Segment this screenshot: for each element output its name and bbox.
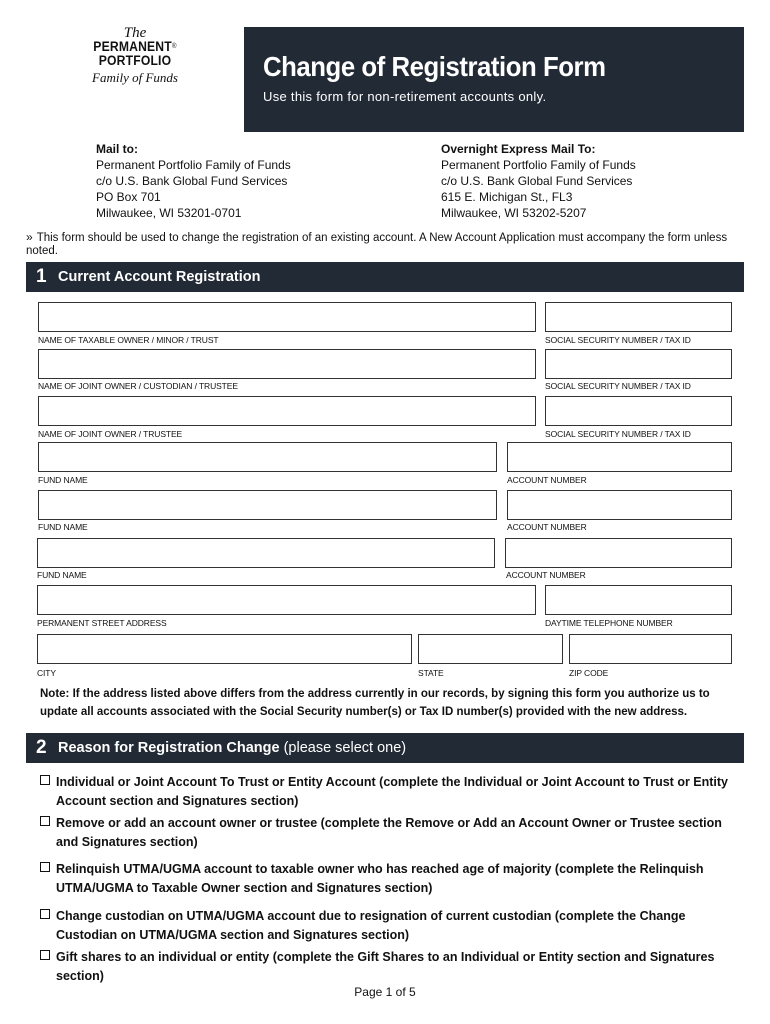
- mail-to-address: [96, 141, 291, 221]
- checkbox[interactable]: [40, 950, 50, 960]
- mail-line: Permanent Portfolio Family of Funds: [96, 158, 291, 172]
- overnight-line: Milwaukee, WI 53202-5207: [441, 206, 587, 220]
- page-number: Page 1 of 5: [354, 985, 416, 999]
- option-text: Remove or add an account owner or trustee (complete the Remove or Add an Account Owner or Trustee section: [56, 816, 722, 830]
- fund-name-label-3: FUND NAME: [37, 570, 87, 580]
- ssn-input-2[interactable]: [545, 349, 732, 379]
- joint-owner-custodian-input[interactable]: [38, 349, 536, 379]
- joint-owner-trustee-input[interactable]: [38, 396, 536, 426]
- reason-option: [40, 948, 740, 986]
- account-number-input-3[interactable]: [505, 538, 732, 568]
- joint-owner-custodian-label: NAME OF JOINT OWNER / CUSTODIAN / TRUSTEE: [38, 381, 238, 391]
- mail-line: Milwaukee, WI 53201-0701: [96, 206, 242, 220]
- state-input[interactable]: [418, 634, 563, 664]
- owner-name-label: NAME OF TAXABLE OWNER / MINOR / TRUST: [38, 335, 219, 345]
- fund-name-label-1: FUND NAME: [38, 475, 88, 485]
- option-text: Gift shares to an individual or entity (complete the Gift Shares to an Individual or Entity section and Signatures: [56, 950, 715, 964]
- option-text: section): [56, 969, 104, 983]
- checkbox[interactable]: [40, 816, 50, 826]
- option-text: Relinquish UTMA/UGMA account to taxable owner who has reached age of majority (complete the Relinquish: [56, 862, 704, 876]
- chevron-right-icon: »: [26, 230, 33, 244]
- intro-text: [26, 231, 746, 258]
- checkbox[interactable]: [40, 862, 50, 872]
- ssn-label-1: SOCIAL SECURITY NUMBER / TAX ID: [545, 335, 691, 345]
- ssn-input-1[interactable]: [545, 302, 732, 332]
- account-number-label-2: ACCOUNT NUMBER: [507, 522, 587, 532]
- fund-name-label-2: FUND NAME: [38, 522, 88, 532]
- fund-name-input-1[interactable]: [38, 442, 497, 472]
- ssn-input-3[interactable]: [545, 396, 732, 426]
- logo-family-of-funds: Family of Funds: [92, 70, 178, 85]
- option-text: Account section and Signatures section): [56, 794, 299, 808]
- form-header: [244, 27, 744, 132]
- zip-label: ZIP CODE: [569, 668, 609, 678]
- account-number-input-1[interactable]: [507, 442, 732, 472]
- option-text: Custodian on UTMA/UGMA section and Signatures section): [56, 928, 410, 942]
- option-text: and Signatures section): [56, 835, 198, 849]
- state-label: STATE: [418, 668, 444, 678]
- overnight-line: Permanent Portfolio Family of Funds: [441, 158, 636, 172]
- logo-portfolio: PORTFOLIO: [98, 53, 172, 68]
- phone-input[interactable]: [545, 585, 732, 615]
- form-subtitle: Use this form for non-retirement accounts only.: [263, 89, 547, 104]
- reason-option: [40, 814, 740, 852]
- phone-label: DAYTIME TELEPHONE NUMBER: [545, 618, 673, 628]
- section-number: 2: [36, 737, 47, 758]
- reason-option: [40, 773, 740, 811]
- intro-body: This form should be used to change the registration of an existing account. A New Account Application must accompany the form unless noted.: [26, 232, 728, 257]
- reason-option: [40, 860, 740, 898]
- section-number: 1: [36, 266, 47, 287]
- option-text: Individual or Joint Account To Trust or Entity Account (complete the Individual or Joint Account to Trust or Entity: [56, 775, 729, 789]
- city-label: CITY: [37, 668, 56, 678]
- mail-to-heading: Mail to:: [96, 142, 138, 156]
- section-2-header: [26, 733, 744, 763]
- overnight-line: 615 E. Michigan St., FL3: [441, 190, 573, 204]
- logo-the: The: [123, 25, 147, 41]
- zip-input[interactable]: [569, 634, 732, 664]
- checkbox[interactable]: [40, 775, 50, 785]
- reason-option: [40, 907, 740, 945]
- overnight-address: [441, 141, 636, 221]
- checkbox[interactable]: [40, 909, 50, 919]
- owner-name-input[interactable]: [38, 302, 536, 332]
- account-number-input-2[interactable]: [507, 490, 732, 520]
- section-title: Reason for Registration Change: [58, 740, 280, 756]
- address-note: Note: If the address listed above differs from the address currently in our records, by signing this form you authorize us to update all accounts associated with the Social Security number(s) or Tax ID number(s) provided with the new address.: [40, 688, 710, 718]
- street-address-label: PERMANENT STREET ADDRESS: [37, 618, 167, 628]
- ssn-label-2: SOCIAL SECURITY NUMBER / TAX ID: [545, 381, 691, 391]
- joint-owner-trustee-label: NAME OF JOINT OWNER / TRUSTEE: [38, 429, 183, 439]
- fund-name-input-3[interactable]: [37, 538, 495, 568]
- account-number-label-3: ACCOUNT NUMBER: [506, 570, 586, 580]
- street-address-input[interactable]: [37, 585, 536, 615]
- section-title: Current Account Registration: [58, 269, 261, 285]
- overnight-line: c/o U.S. Bank Global Fund Services: [441, 174, 633, 188]
- city-input[interactable]: [37, 634, 412, 664]
- mail-line: c/o U.S. Bank Global Fund Services: [96, 174, 288, 188]
- fund-name-input-2[interactable]: [38, 490, 497, 520]
- logo: [80, 26, 190, 108]
- option-text: Change custodian on UTMA/UGMA account due to resignation of current custodian (complete the Change: [56, 909, 686, 923]
- section-1-header: [26, 262, 744, 292]
- logo-permanent: PERMANENT: [93, 39, 172, 54]
- section-title-suffix: (please select one): [283, 740, 407, 756]
- mail-line: PO Box 701: [96, 190, 161, 204]
- option-text: UTMA/UGMA to Taxable Owner section and Signatures section): [56, 881, 433, 895]
- form-title: Change of Registration Form: [263, 51, 606, 82]
- registered-mark: ®: [171, 43, 177, 50]
- overnight-heading: Overnight Express Mail To:: [441, 142, 596, 156]
- account-number-label-1: ACCOUNT NUMBER: [507, 475, 587, 485]
- ssn-label-3: SOCIAL SECURITY NUMBER / TAX ID: [545, 429, 691, 439]
